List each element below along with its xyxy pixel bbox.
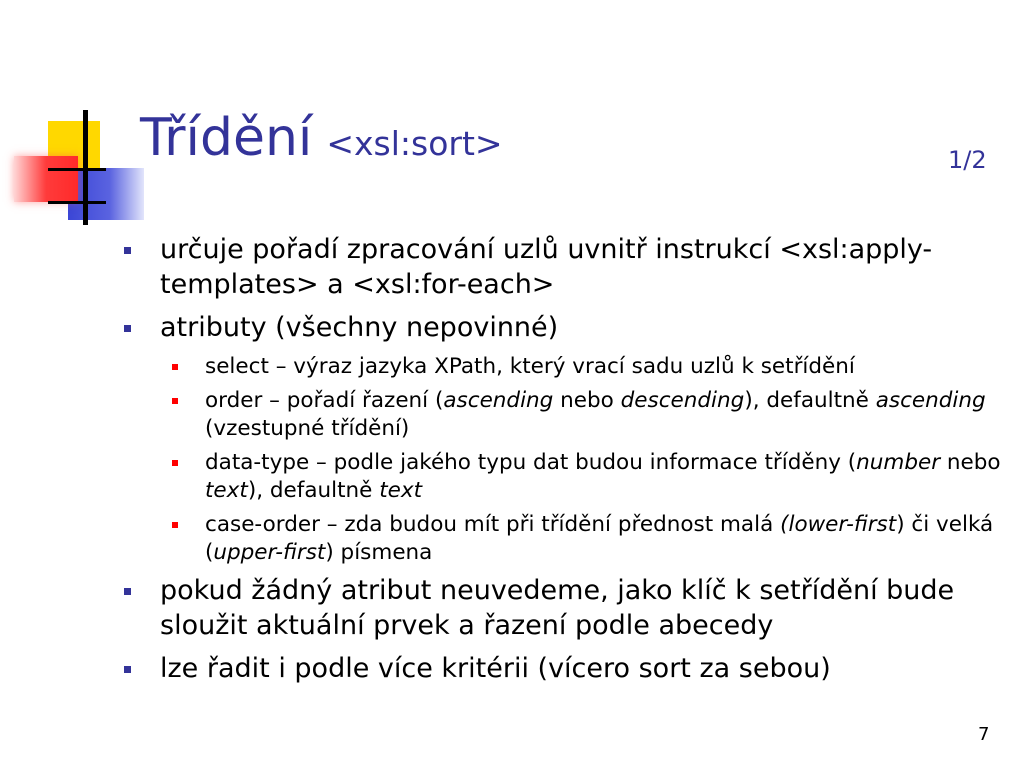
sub-list-item	[122, 511, 1017, 567]
bullet-list	[122, 232, 1017, 694]
logo-red-square	[14, 156, 78, 202]
decorative-squares-logo-icon	[10, 108, 140, 228]
italic-text-run: ascending	[875, 388, 986, 413]
title-subtitle: <xsl:sort>	[326, 124, 503, 163]
list-item-text: atributy (všechny nepovinné)	[160, 312, 559, 343]
text-run: case-order – zda budou mít při třídění přednost malá	[205, 512, 781, 537]
bullet-square-icon	[172, 522, 178, 528]
text-run: ), defaultně	[744, 388, 876, 413]
bullet-square-icon	[124, 588, 131, 595]
sub-list-item	[122, 449, 1017, 505]
sub-list-item-text: select – výraz jazyka XPath, který vrací sadu uzlů k setřídění	[205, 354, 855, 379]
list-item	[122, 232, 1017, 302]
text-run: ), defaultně	[247, 478, 380, 503]
sub-list-item	[122, 353, 1017, 381]
text-run: ) či velká (	[205, 512, 994, 565]
bullet-square-icon	[124, 666, 131, 673]
text-run: nebo	[940, 450, 1001, 475]
text-run: nebo	[553, 388, 621, 413]
text-run: data-type – podle jakého typu dat budou informace tříděny (	[205, 450, 857, 475]
bullet-square-icon	[172, 460, 178, 466]
bullet-square-icon	[124, 325, 131, 332]
logo-horizontal-line-lower	[48, 201, 106, 204]
list-item	[122, 573, 1017, 643]
slide-title	[140, 108, 503, 168]
italic-text-run: (lower-first	[780, 512, 897, 537]
slide-part-indicator: 1/2	[948, 146, 987, 174]
bullet-square-icon	[124, 247, 131, 254]
italic-text-run: ascending	[443, 388, 554, 413]
sub-list-item-text	[205, 511, 1017, 567]
italic-text-run: number	[856, 450, 941, 475]
text-run: (vzestupné třídění)	[205, 416, 410, 441]
bullet-square-icon	[172, 364, 178, 370]
italic-text-run: descending	[620, 388, 745, 413]
italic-text-run: upper-first	[213, 540, 326, 565]
logo-blue-square	[68, 168, 144, 220]
logo-horizontal-line	[48, 168, 106, 171]
text-run: ) písmena	[325, 540, 433, 565]
list-item-text: lze řadit i podle více kritérii (vícero sort za sebou)	[160, 653, 831, 684]
italic-text-run: text	[205, 478, 248, 503]
italic-text-run: text	[379, 478, 423, 503]
page-number: 7	[978, 724, 990, 745]
sub-list-item-text	[205, 387, 1017, 443]
list-item	[122, 310, 1017, 345]
sub-list-item-text	[205, 449, 1017, 505]
list-item	[122, 651, 1017, 686]
title-main: Třídění	[140, 108, 313, 168]
list-item-text: pokud žádný atribut neuvedeme, jako klíč k setřídění bude sloužit aktuální prvek a řazení podle abecedy	[160, 575, 955, 641]
bullet-square-icon	[172, 398, 178, 404]
text-run: order – pořadí řazení (	[205, 388, 444, 413]
sub-list-item	[122, 387, 1017, 443]
list-item-text: určuje pořadí zpracování uzlů uvnitř instrukcí <xsl:apply-templates> a <xsl:for-each>	[160, 234, 933, 300]
